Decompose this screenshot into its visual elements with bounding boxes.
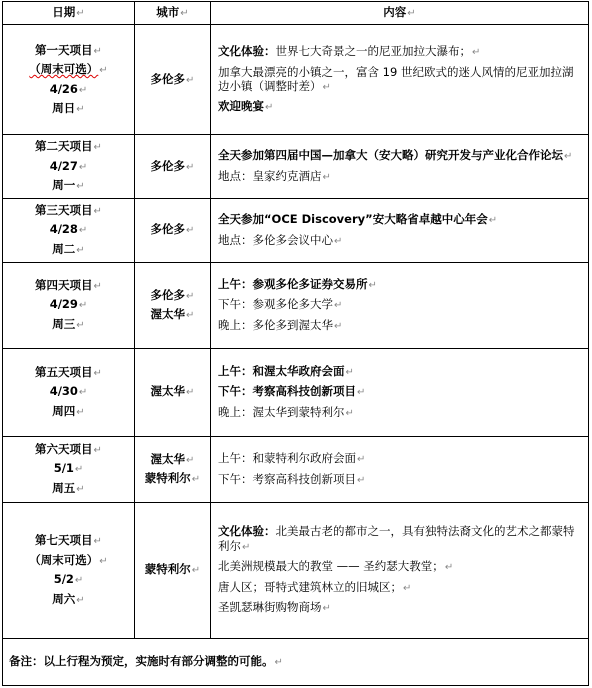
header-date: 日期↵ — [3, 2, 135, 25]
content-cell — [211, 436, 589, 502]
table-row — [3, 436, 589, 502]
content-cell — [211, 135, 589, 199]
paragraph-mark-icon: ↵ — [322, 603, 331, 615]
content-line-bold: 文化体验： — [218, 524, 276, 539]
content-line — [218, 405, 582, 421]
content-line-text: 下午：考察高科技创新项目 — [218, 471, 356, 486]
paragraph-mark-icon: ↵ — [334, 235, 343, 247]
date-line: 周三↵ — [52, 316, 85, 331]
table-row — [3, 348, 589, 436]
date-line: 第七天项目↵ — [35, 533, 102, 547]
date-line: 第四天项目↵ — [35, 277, 102, 292]
content-line — [218, 600, 582, 616]
content-line-text: 唐人区；哥特式建筑林立的旧城区； — [218, 579, 402, 594]
paragraph-mark-icon: ↵ — [488, 215, 498, 226]
date-line: 第二天项目↵ — [35, 139, 102, 153]
paragraph-mark-icon: ↵ — [78, 300, 88, 312]
content-line — [218, 451, 582, 467]
content-line-text: 下午：参观多伦多大学 — [218, 297, 333, 312]
table-header-row — [3, 2, 589, 25]
content-line-text: 北美洲规模最大的教堂 —— 圣约瑟大教堂； — [218, 559, 444, 574]
content-cell — [211, 198, 589, 262]
content-line — [218, 384, 582, 400]
date-line: 4/28↵ — [49, 222, 88, 237]
paragraph-mark-icon: ↵ — [274, 656, 283, 668]
content-line-bold: 下午：考察高科技创新项目 — [218, 384, 356, 399]
paragraph-mark-icon: ↵ — [93, 536, 102, 547]
paragraph-mark-icon: ↵ — [403, 582, 412, 594]
content-line-text: 上午：和蒙特利尔政府会面 — [218, 451, 356, 465]
note-cell — [3, 638, 589, 685]
paragraph-mark-icon: ↵ — [186, 74, 195, 86]
paragraph-mark-icon: ↵ — [76, 594, 85, 606]
date-cell — [3, 502, 135, 638]
date-line: 第五天项目↵ — [35, 364, 102, 379]
paragraph-mark-icon: ↵ — [357, 387, 366, 399]
city-name: 蒙特利尔↵ — [144, 562, 201, 577]
date-line: 第一天项目↵ — [35, 42, 102, 57]
table-row — [3, 135, 589, 199]
itinerary-table — [2, 1, 589, 686]
paragraph-mark-icon: ↵ — [93, 205, 102, 217]
table-row — [3, 502, 589, 638]
table-row — [3, 198, 589, 262]
paragraph-mark-icon: ↵ — [322, 171, 331, 183]
city-name: 多伦多↵ — [150, 288, 195, 302]
paragraph-mark-icon: ↵ — [74, 464, 84, 476]
content-line-text: 地点：多伦多会议中心 — [218, 232, 333, 247]
city-name: 多伦多↵ — [150, 71, 195, 86]
city-name: 渥太华↵ — [150, 306, 195, 321]
date-line: 周二↵ — [52, 241, 85, 256]
note-text: 备注：以上行程为预定，实施时有部分调整的可能。 — [9, 653, 274, 668]
content-line-bold: 上午：参观多伦多证券交易所 — [218, 276, 368, 291]
date-line: （周末可选）↵ — [29, 552, 108, 567]
content-line — [218, 364, 582, 380]
paragraph-mark-icon: ↵ — [322, 81, 331, 93]
paragraph-mark-icon: ↵ — [186, 309, 195, 321]
content-line — [218, 277, 582, 293]
date-line: 周五↵ — [52, 480, 85, 495]
content-cell — [211, 502, 589, 638]
paragraph-mark-icon: ↵ — [76, 104, 85, 115]
paragraph-mark-icon: ↵ — [334, 300, 343, 312]
city-cell — [135, 348, 211, 436]
paragraph-mark-icon: ↵ — [444, 562, 454, 574]
city-cell — [135, 436, 211, 502]
paragraph-mark-icon: ↵ — [334, 320, 343, 332]
city-cell — [135, 25, 211, 135]
content-line-bold: 文化体验： — [218, 44, 276, 59]
content-line-text: 圣凯瑟琳街购物商场 — [218, 600, 322, 615]
paragraph-mark-icon: ↵ — [93, 45, 102, 57]
content-line-text: 地点：皇家约克酒店 — [218, 168, 322, 183]
city-name: 渥太华↵ — [150, 384, 195, 399]
city-cell — [135, 198, 211, 262]
date-cell — [3, 436, 135, 502]
note-row — [3, 638, 589, 685]
content-line — [218, 472, 582, 488]
content-line-bold: 上午：和渥太华政府会面 — [218, 363, 345, 378]
content-line-text: 加拿大最漂亮的小镇之一，富含 19 世纪欧式的迷人风情的尼亚加拉湖边小镇（调整时差） — [218, 64, 574, 93]
content-line — [218, 65, 582, 95]
paragraph-mark-icon: ↵ — [76, 483, 85, 495]
city-name: 多伦多↵ — [150, 222, 195, 237]
paragraph-mark-icon: ↵ — [78, 225, 88, 237]
content-line — [218, 44, 582, 60]
date-line: 周一↵ — [52, 178, 85, 192]
itinerary-body — [3, 25, 589, 686]
date-line: 4/26↵ — [49, 81, 88, 96]
paragraph-mark-icon: ↵ — [93, 367, 102, 379]
city-name: 多伦多↵ — [150, 158, 195, 173]
content-line — [218, 297, 582, 313]
content-line — [218, 212, 582, 228]
paragraph-mark-icon: ↵ — [368, 279, 377, 291]
paragraph-mark-icon: ↵ — [78, 387, 88, 399]
content-line-bold: 欢迎晚宴 — [218, 99, 264, 114]
paragraph-mark-icon: ↵ — [99, 555, 108, 567]
date-line: 周四↵ — [52, 403, 85, 418]
paragraph-mark-icon: ↵ — [186, 387, 195, 399]
paragraph-mark-icon: ↵ — [564, 151, 573, 163]
city-cell — [135, 135, 211, 199]
date-cell — [3, 198, 135, 262]
paragraph-mark-icon: ↵ — [357, 474, 366, 486]
content-line-bold: 全天参加第四届中国—加拿大（安大略）研究开发与产业化合作论坛 — [218, 148, 563, 163]
paragraph-mark-icon: ↵ — [78, 84, 88, 96]
table-row — [3, 25, 589, 135]
content-line — [218, 318, 582, 334]
paragraph-mark-icon: ↵ — [345, 366, 354, 378]
city-name: 渥太华↵ — [150, 452, 195, 466]
content-cell — [211, 25, 589, 135]
city-name: 蒙特利尔↵ — [144, 470, 201, 485]
header-city: 城市↵ — [135, 2, 211, 25]
paragraph-mark-icon: ↵ — [76, 406, 85, 418]
date-cell — [3, 348, 135, 436]
date-cell — [3, 25, 135, 135]
content-line-text: 北美最古老的都市之一，具有独特法裔文化的艺术之都蒙特利尔 — [218, 524, 575, 553]
paragraph-mark-icon: ↵ — [76, 8, 85, 20]
paragraph-mark-icon: ↵ — [76, 319, 85, 331]
content-cell — [211, 262, 589, 348]
content-line-text: 世界七大奇景之一的尼亚加拉大瀑布； — [275, 44, 471, 59]
paragraph-mark-icon: ↵ — [186, 161, 195, 173]
date-line: （周末可选）↵ — [29, 62, 108, 76]
paragraph-mark-icon: ↵ — [357, 454, 366, 465]
date-line: 4/29↵ — [49, 297, 88, 312]
paragraph-mark-icon: ↵ — [186, 291, 195, 302]
paragraph-mark-icon: ↵ — [93, 142, 102, 153]
date-line: 5/1↵ — [53, 461, 84, 476]
paragraph-mark-icon: ↵ — [265, 102, 274, 114]
paragraph-mark-icon: ↵ — [407, 8, 416, 20]
content-line — [218, 524, 582, 554]
content-line — [218, 169, 582, 185]
paragraph-mark-icon: ↵ — [180, 8, 189, 20]
date-line: 4/30↵ — [49, 384, 88, 399]
content-line-text: 晚上：渥太华到蒙特利尔 — [218, 404, 345, 419]
date-cell — [3, 262, 135, 348]
content-cell — [211, 348, 589, 436]
content-line — [218, 148, 582, 164]
paragraph-mark-icon: ↵ — [99, 65, 108, 76]
date-line: 周日↵ — [52, 101, 85, 115]
paragraph-mark-icon: ↵ — [78, 161, 88, 173]
content-line-text: 晚上：多伦多到渥太华 — [218, 317, 333, 332]
paragraph-mark-icon: ↵ — [242, 541, 251, 553]
paragraph-mark-icon: ↵ — [191, 473, 201, 485]
paragraph-mark-icon: ↵ — [345, 407, 354, 419]
paragraph-mark-icon: ↵ — [472, 47, 481, 59]
date-line: 4/27↵ — [49, 158, 88, 173]
date-line: 第三天项目↵ — [35, 202, 102, 217]
paragraph-mark-icon: ↵ — [186, 225, 195, 237]
content-line — [218, 559, 582, 575]
paragraph-mark-icon: ↵ — [76, 181, 85, 192]
date-line: 第六天项目↵ — [35, 441, 102, 456]
date-line: 周六↵ — [52, 591, 85, 606]
header-content: 内容↵ — [211, 2, 589, 25]
date-cell — [3, 135, 135, 199]
content-line — [218, 99, 582, 115]
table-row — [3, 262, 589, 348]
paragraph-mark-icon: ↵ — [93, 444, 102, 456]
content-line-bold: 全天参加“OCE Discovery”安大略省卓越中心年会 — [218, 212, 488, 226]
paragraph-mark-icon: ↵ — [186, 455, 195, 466]
paragraph-mark-icon: ↵ — [191, 565, 201, 577]
city-cell — [135, 262, 211, 348]
paragraph-mark-icon: ↵ — [93, 280, 102, 292]
city-cell — [135, 502, 211, 638]
paragraph-mark-icon: ↵ — [74, 575, 84, 586]
date-line: 5/2↵ — [53, 572, 84, 586]
content-line — [218, 580, 582, 596]
content-line — [218, 233, 582, 249]
paragraph-mark-icon: ↵ — [76, 244, 85, 256]
